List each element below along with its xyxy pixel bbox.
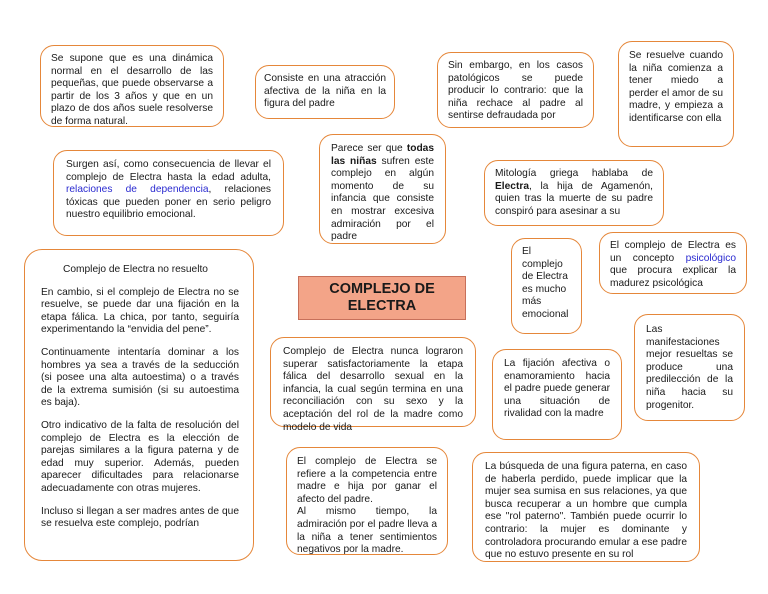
node-mythology-text xyxy=(495,168,653,218)
node-mythology xyxy=(484,160,664,226)
node-all-girls xyxy=(319,134,446,244)
node-best-resolved-text: Las manifestaciones mejor resueltas se produce una predilección de la niña hacia su progenitor. xyxy=(646,324,733,411)
node-normal-development xyxy=(40,45,224,127)
node-dependency-relations-text xyxy=(66,159,271,222)
unresolved-paragraph-1: En cambio, si el complejo de Electra no se resuelve, se puede dar una fijación en la etapa fálica. La chica, por tanto, seguiría experimentando la “envidia del pene”. xyxy=(41,286,239,336)
node-best-resolved xyxy=(634,314,745,421)
unresolved-paragraph-4: Incluso si llegan a ser madres antes de que se resuelva este complejo, podrían xyxy=(41,505,239,530)
node-psychological-concept-part-b: que procura explicar la madurez psicológica xyxy=(610,265,736,289)
node-competition-paragraph-1: El complejo de Electra se refiere a la competencia entre madre e hija por ganar el afecto del padre. xyxy=(297,456,437,505)
node-attraction xyxy=(255,65,395,119)
node-affective-fixation xyxy=(492,349,622,440)
node-mythology-part-b: , la hija de Agamenón, quien tras la muerte de su padre conspiró para asesinar a su xyxy=(495,180,653,217)
psicologico-link[interactable]: psicológico xyxy=(685,252,736,264)
node-dependency-relations-part-b: , relaciones tóxicas que pueden poner en serio peligro nuestro equilibrio emocional. xyxy=(66,184,271,221)
unresolved-heading: Complejo de Electra no resuelto xyxy=(63,264,208,275)
node-psychological-concept-text xyxy=(610,240,736,290)
node-normal-development-text: Se supone que es una dinámica normal en el desarrollo de las pequeñas, que puede observarse a partir de los 3 años y que en un plazo de dos años suele resolverse de forma natural. xyxy=(51,53,213,127)
unresolved-paragraph-2: Continuamente intentaría dominar a los hombres ya sea a través de la seducción (si posee una alta autoestima) o a través de la extrema sumisión (si su autoestima es baja). xyxy=(41,346,239,409)
node-all-girls-part-b: sufren este complejo en algún momento de su infancia que consiste en mostrar excesiva admiración por el padre xyxy=(331,155,434,243)
node-pathological-cases-text: Sin embargo, en los casos patológicos se puede producir lo contrario: que la niña rechace al padre al sentirse defraudada por xyxy=(448,60,583,122)
node-paternal-figure xyxy=(472,452,700,562)
node-all-girls-text xyxy=(331,143,434,244)
relaciones-de-dependencia-link[interactable]: relaciones de dependencia xyxy=(66,184,209,196)
node-phallic-stage-text: Complejo de Electra nunca lograron superar satisfactoriamente la etapa fálica del desarrollo sexual en la infancia, la cual según termina en una reconciliación con su sexo y la aceptación del rol de la madre como modelo de vida xyxy=(283,346,463,433)
node-more-emotional xyxy=(511,238,582,334)
node-competition xyxy=(286,447,448,555)
node-competition-paragraph-2: Al mismo tiempo, la admiración por el padre lleva a la niña a tener sentimientos negativos por la madre. xyxy=(297,506,437,556)
node-all-girls-part-a: Parece ser que xyxy=(331,143,407,154)
electra-bold: Electra xyxy=(495,180,529,192)
node-paternal-figure-text: La búsqueda de una figura paterna, en caso de haberla perdido, puede implicar que la mujer sea sumisa en sus relaciones, ya que busca recuperar a un hombre que cumpla ese "rol paterno". También puede ocurrir lo contrario: la mujer es dominante y controladora procurando emular a ese padre que no estuvo presente en su rol xyxy=(485,461,687,561)
node-affective-fixation-text: La fijación afectiva o enamoramiento hacia el padre puede generar una situación de rivalidad con la madre xyxy=(504,358,610,420)
node-unresolved-complex xyxy=(24,249,254,561)
node-pathological-cases xyxy=(437,52,594,128)
node-resolution xyxy=(618,41,734,147)
node-phallic-stage xyxy=(270,337,476,433)
node-all-girls-bold: todas las niñas xyxy=(331,143,434,167)
node-dependency-relations-part-a: Surgen así, como consecuencia de llevar el complejo de Electra hasta la edad adulta, xyxy=(66,159,271,183)
node-more-emotional-text: El complejo de Electra es mucho más emocional xyxy=(522,246,569,320)
node-resolution-text: Se resuelve cuando la niña comienza a tener miedo a perder el amor de su madre, y empieza a identificarse con ella xyxy=(629,50,724,124)
diagram-title-text: COMPLEJO DE ELECTRA xyxy=(329,281,435,314)
diagram-title xyxy=(298,276,466,320)
unresolved-paragraph-3: Otro indicativo de la falta de resolución del complejo de Electra es la elección de parejas similares a la figura paterna y de edad muy superior. Además, pueden aparecer dificultades para relacionarse adecuadamente con otras mujeres. xyxy=(41,419,239,494)
node-psychological-concept-part-a: El complejo de Electra es un concepto xyxy=(610,240,736,264)
node-mythology-part-a: Mitología griega hablaba de xyxy=(495,168,653,179)
node-attraction-text: Consiste en una atracción afectiva de la niña en la figura del padre xyxy=(264,73,386,110)
node-dependency-relations xyxy=(53,150,284,236)
node-psychological-concept xyxy=(599,232,747,294)
